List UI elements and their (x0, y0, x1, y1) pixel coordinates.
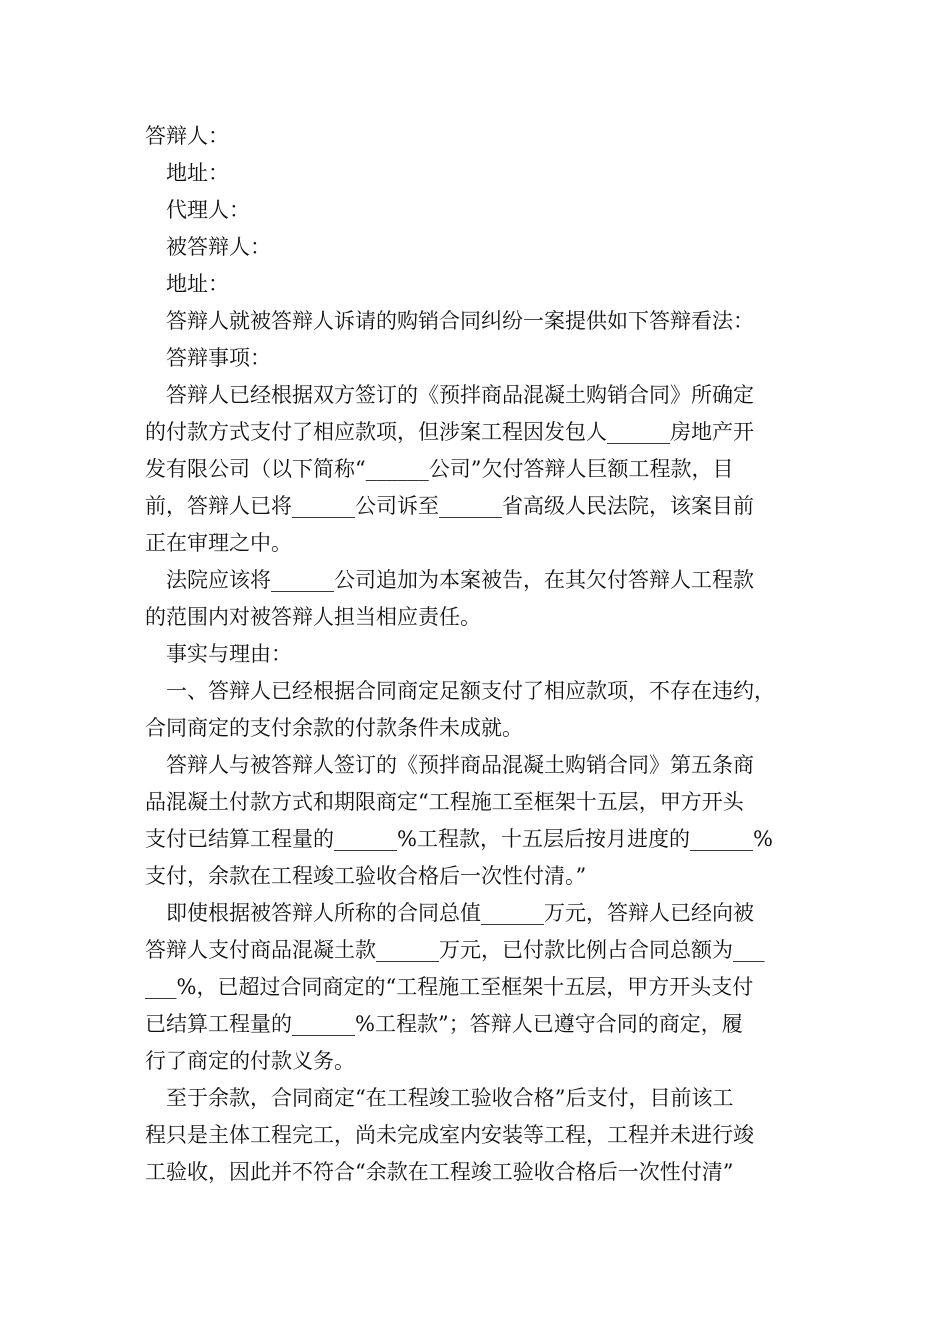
paragraph-line: 发有限公司（以下简称“______公司”欠付答辩人巨额工程款，目 (145, 457, 734, 481)
paragraph-line: 支付已结算工程量的______%工程款，十五层后按月进度的______% (145, 827, 773, 851)
section-heading-facts: 事实与理由： (166, 642, 292, 666)
paragraph-line: 支付，余款在工程竣工验收合格后一次性付清。” (145, 864, 587, 888)
paragraph-line: 品混凝土付款方式和期限商定“工程施工至框架十五层，甲方开头 (145, 790, 744, 814)
paragraph-line: 的付款方式支付了相应款项，但涉案工程因发包人______房地产开 (145, 420, 754, 444)
paragraph-line: 一、答辩人已经根据合同商定足额支付了相应款项，不存在违约， (166, 679, 775, 703)
respondent-label: 答辩人： (145, 124, 229, 148)
paragraph-line: 法院应该将______公司追加为本案被告，在其欠付答辩人工程款 (166, 568, 754, 592)
paragraph-line: 前，答辩人已将______公司诉至______省高级人民法院，该案目前 (145, 494, 754, 518)
paragraph-line: 即使根据被答辩人所称的合同总值______万元，答辩人已经向被 (166, 901, 754, 925)
paragraph-line: 答辩人与被答辩人签订的《预拌商品混凝土购销合同》第五条商 (166, 753, 754, 777)
paragraph-line: 正在审理之中。 (145, 531, 292, 555)
agent-label: 代理人： (166, 198, 250, 222)
paragraph-line: ___%，已超过合同商定的“工程施工至框架十五层，甲方开头支付 (145, 975, 754, 999)
paragraph-line: 工验收，因此并不符合“余款在工程竣工验收合格后一次性付清” (145, 1160, 734, 1184)
defendant-address-label: 地址： (166, 272, 229, 296)
paragraph-line: 的范围内对被答辩人担当相应责任。 (145, 605, 481, 629)
paragraph-line: 程只是主体工程完工，尚未完成室内安装等工程，工程并未进行竣 (145, 1123, 754, 1147)
document-body (145, 118, 810, 1191)
intro-paragraph: 答辩人就被答辩人诉请的购销合同纠纷一案提供如下答辩看法： (166, 309, 754, 333)
paragraph-line: 答辩人已经根据双方签订的《预拌商品混凝土购销合同》所确定 (166, 383, 754, 407)
paragraph-line: 合同商定的支付余款的付款条件未成就。 (145, 716, 523, 740)
paragraph-line: 答辩人支付商品混凝土款______万元，已付款比例占合同总额为___ (145, 938, 765, 962)
paragraph-line: 已结算工程量的______%工程款”；答辩人已遵守合同的商定，履 (145, 1012, 743, 1036)
paragraph-line: 至于余款，合同商定“在工程竣工验收合格”后支付，目前该工 (166, 1086, 734, 1110)
section-heading-matters: 答辩事项： (166, 346, 271, 370)
paragraph-line: 行了商定的付款义务。 (145, 1049, 355, 1073)
respondent-address-label: 地址： (166, 161, 229, 185)
defendant-label: 被答辩人： (166, 235, 271, 259)
